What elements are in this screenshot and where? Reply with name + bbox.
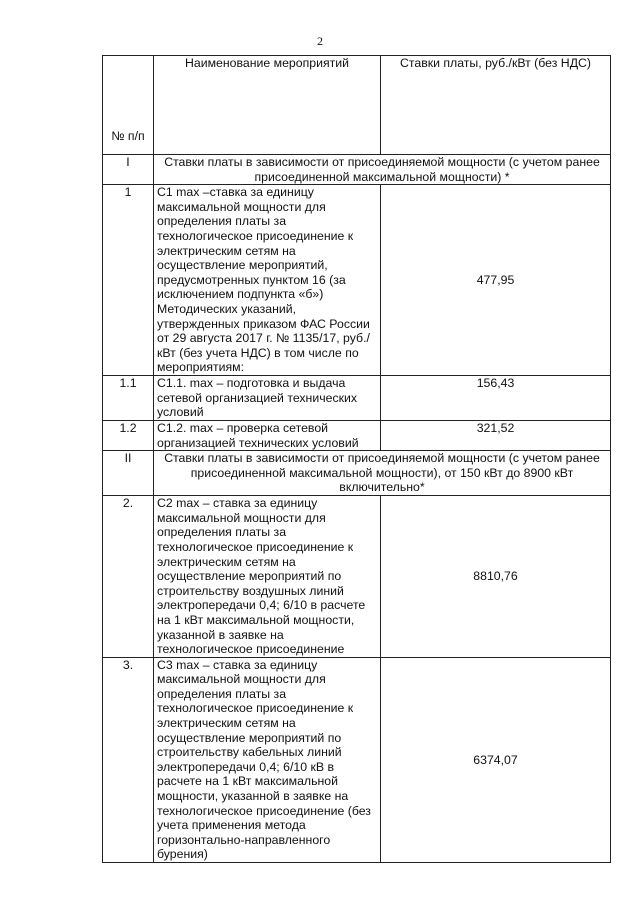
rates-table — [102, 55, 611, 863]
table-row — [103, 657, 611, 862]
page-number: 2 — [317, 34, 323, 48]
row-rate: 6374,07 — [381, 657, 611, 862]
table-row — [103, 420, 611, 450]
section-title: Ставки платы в зависимости от присоединяемой мощности (с учетом ранее присоединенной максимальной мощности), от 150 кВт до 8900 кВт включительно* — [154, 451, 611, 496]
row-num: 1.1 — [103, 376, 154, 421]
table-row — [103, 185, 611, 376]
table-header-row — [103, 56, 611, 155]
table-row — [103, 376, 611, 421]
row-rate: 321,52 — [381, 420, 611, 450]
header-num: № п/п — [103, 56, 154, 155]
section-num: II — [103, 451, 154, 496]
header-name: Наименование мероприятий — [154, 56, 381, 155]
row-name: С1.1. max – подготовка и выдача сетевой организацией технических условий — [154, 376, 381, 421]
row-num: 2. — [103, 496, 154, 658]
row-name: С1.2. max – проверка сетевой организацией технических условий — [154, 420, 381, 450]
row-name: С1 max –ставка за единицу максимальной мощности для определения платы за технологическое присоединение к электрическим сетям на осуществление мероприятий, предусмотренных пунктом 16 (за исключением подпункта «б») Методических указаний, утвержденных приказом ФАС России от 29 августа 2017 г. № 1135/17, руб./кВт (без учета НДС) в том числе по мероприятиям: — [154, 185, 381, 376]
section-num: I — [103, 155, 154, 185]
row-rate: 8810,76 — [381, 496, 611, 658]
row-num: 3. — [103, 657, 154, 862]
row-rate: 477,95 — [381, 185, 611, 376]
row-num: 1.2 — [103, 420, 154, 450]
row-name: С2 max – ставка за единицу максимальной мощности для определения платы за технологическое присоединение к электрическим сетям на осуществление мероприятий по строительству воздушных линий электропередачи 0,4; 6/10 в расчете на 1 кВт максимальной мощности, указанной в заявке на технологическое присоединение — [154, 496, 381, 658]
row-rate: 156,43 — [381, 376, 611, 421]
section-row — [103, 451, 611, 496]
table-row — [103, 496, 611, 658]
section-title: Ставки платы в зависимости от присоединяемой мощности (с учетом ранее присоединенной максимальной мощности) * — [154, 155, 611, 185]
header-rate: Ставки платы, руб./кВт (без НДС) — [381, 56, 611, 155]
section-row — [103, 155, 611, 185]
row-name: С3 max – ставка за единицу максимальной мощности для определения платы за технологическое присоединение к электрическим сетям на осуществление мероприятий по строительству кабельных линий электропередачи 0,4; 6/10 кВ в расчете на 1 кВт максимальной мощности, указанной в заявке на технологическое присоединение (без учета применения метода горизонтально-направленного бурения) — [154, 657, 381, 862]
row-num: 1 — [103, 185, 154, 376]
